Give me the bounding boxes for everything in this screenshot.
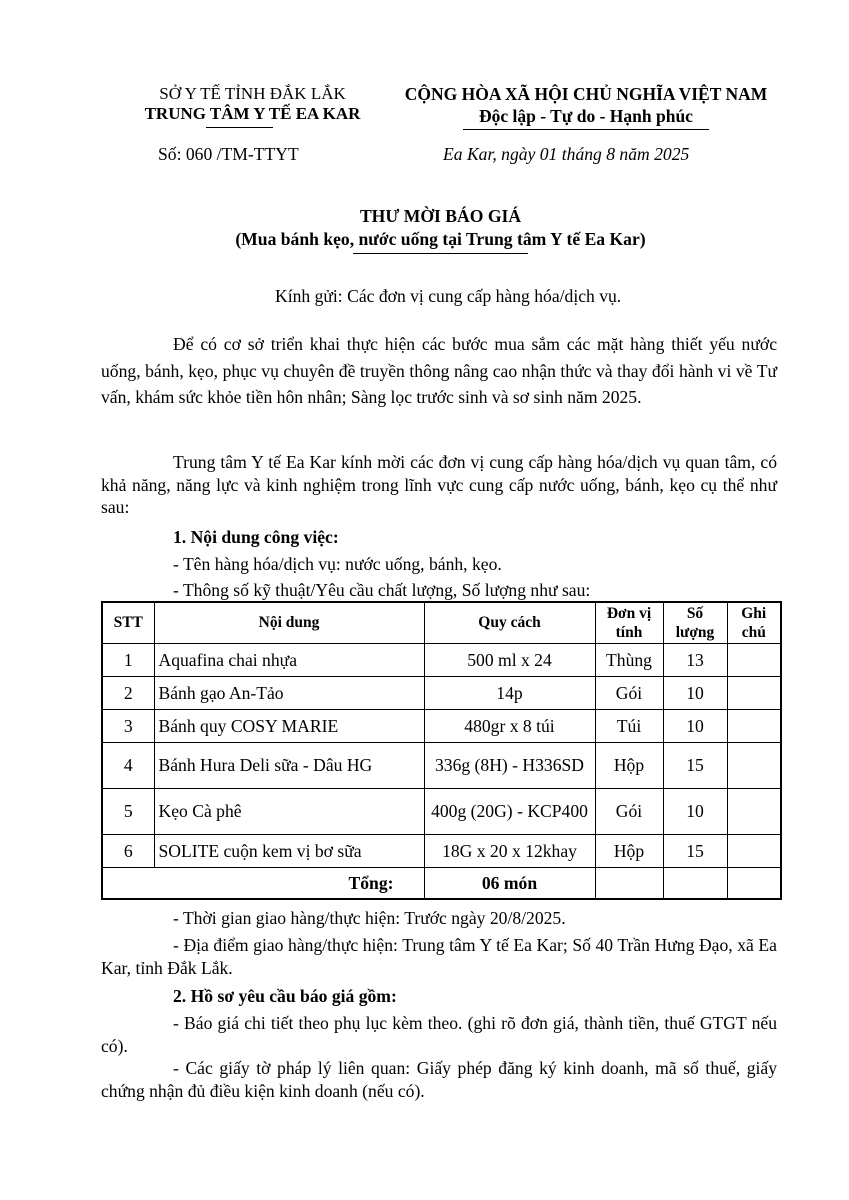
cell-spec: 480gr x 8 túi: [424, 709, 595, 742]
cell-unit: Túi: [595, 709, 663, 742]
cell-stt: 3: [102, 709, 154, 742]
table-row: [102, 788, 781, 834]
cell-empty: [727, 867, 781, 899]
cell-spec: 400g (20G) - KCP400: [424, 788, 595, 834]
cell-unit: Gói: [595, 676, 663, 709]
document-date: Ea Kar, ngày 01 tháng 8 năm 2025: [443, 144, 690, 164]
intro-paragraph: Để có cơ sở triển khai thực hiện các bước mua sắm các mặt hàng thiết yếu nước uống, bánh, kẹo, phục vụ chuyên đề truyền thông nâng cao nhận thức và thay đổi hành vi về Tư vấn, khám sức khỏe tiền hôn nhân; Sàng lọc trước sinh và sơ sinh năm 2025.: [101, 334, 777, 407]
cell-spec: 18G x 20 x 12khay: [424, 834, 595, 867]
cell-stt: 2: [102, 676, 154, 709]
cell-empty: [595, 867, 663, 899]
cell-qty: 15: [663, 742, 727, 788]
cell-stt: 1: [102, 643, 154, 676]
cell-content: Aquafina chai nhựa: [154, 643, 424, 676]
org-parent: SỞ Y TẾ TỈNH ĐẮK LẮK: [159, 84, 346, 103]
cell-qty: 10: [663, 709, 727, 742]
cell-note: [727, 709, 781, 742]
document-number: Số: 060 /TM-TTYT: [158, 144, 299, 164]
cell-unit: Gói: [595, 788, 663, 834]
country-name: CỘNG HÒA XÃ HỘI CHỦ NGHĨA VIỆT NAM: [404, 84, 768, 104]
col-header-qty: Số lượng: [663, 602, 727, 643]
motto-underline: [463, 129, 709, 130]
cell-empty: [663, 867, 727, 899]
cell-content: SOLITE cuộn kem vị bơ sữa: [154, 834, 424, 867]
cell-qty: 10: [663, 676, 727, 709]
cell-content: Bánh gạo An-Tảo: [154, 676, 424, 709]
specs-line: - Thông số kỹ thuật/Yêu cầu chất lượng, Số lượng như sau:: [173, 580, 591, 600]
table-total-row: [102, 867, 781, 899]
delivery-place: - Địa điểm giao hàng/thực hiện: Trung tâm Y tế Ea Kar; Số 40 Trần Hưng Đạo, xã Ea Kar, tỉnh Đắk Lắk.: [101, 935, 777, 978]
cell-unit: Hộp: [595, 834, 663, 867]
cell-note: [727, 788, 781, 834]
table-row: [102, 709, 781, 742]
table-row: [102, 676, 781, 709]
cell-qty: 13: [663, 643, 727, 676]
cell-note: [727, 676, 781, 709]
salutation: Kính gửi: Các đơn vị cung cấp hàng hóa/dịch vụ.: [275, 286, 622, 306]
invitation-paragraph: Trung tâm Y tế Ea Kar kính mời các đơn vị cung cấp hàng hóa/dịch vụ quan tâm, có khả năng, năng lực và kinh nghiệm trong lĩnh vực cung cấp nước uống, bánh, kẹo cụ thể như sau:: [101, 452, 777, 518]
cell-qty: 10: [663, 788, 727, 834]
col-header-note: Ghi chú: [727, 602, 781, 643]
delivery-time: - Thời gian giao hàng/thực hiện: Trước ngày 20/8/2025.: [173, 908, 566, 928]
total-value: 06 món: [424, 867, 595, 899]
cell-content: Bánh quy COSY MARIE: [154, 709, 424, 742]
cell-note: [727, 643, 781, 676]
cell-spec: 336g (8H) - H336SD: [424, 742, 595, 788]
cell-note: [727, 742, 781, 788]
cell-unit: Hộp: [595, 742, 663, 788]
table-header-row: [102, 602, 781, 643]
document-subtitle: (Mua bánh kẹo, nước uống tại Trung tâm Y tế Ea Kar): [235, 229, 646, 249]
cell-spec: 500 ml x 24: [424, 643, 595, 676]
section-2-heading: 2. Hồ sơ yêu cầu báo giá gồm:: [173, 986, 397, 1006]
national-motto: Độc lập - Tự do - Hạnh phúc: [479, 106, 693, 126]
table-row: [102, 643, 781, 676]
legal-documents-item: - Các giấy tờ pháp lý liên quan: Giấy phép đăng ký kinh doanh, mã số thuế, giấy chứng nhận đủ điều kiện kinh doanh (nếu có).: [101, 1058, 777, 1101]
cell-unit: Thùng: [595, 643, 663, 676]
document-title: THƯ MỜI BÁO GIÁ: [359, 206, 522, 226]
col-header-content: Nội dung: [154, 602, 424, 643]
cell-content: Bánh Hura Deli sữa - Dâu HG: [154, 742, 424, 788]
cell-stt: 4: [102, 742, 154, 788]
total-label: Tổng:: [102, 867, 424, 899]
items-table: [101, 601, 782, 900]
cell-stt: 6: [102, 834, 154, 867]
org-underline: [206, 127, 273, 128]
col-header-unit: Đơn vị tính: [595, 602, 663, 643]
cell-stt: 5: [102, 788, 154, 834]
cell-content: Kẹo Cà phê: [154, 788, 424, 834]
table-row: [102, 834, 781, 867]
cell-spec: 14p: [424, 676, 595, 709]
col-header-spec: Quy cách: [424, 602, 595, 643]
title-underline: [353, 253, 528, 254]
org-name: TRUNG TÂM Y TẾ EA KAR: [144, 104, 361, 123]
col-header-stt: STT: [102, 602, 154, 643]
cell-note: [727, 834, 781, 867]
goods-name-line: - Tên hàng hóa/dịch vụ: nước uống, bánh, kẹo.: [173, 554, 502, 574]
table-row: [102, 742, 781, 788]
section-1-heading: 1. Nội dung công việc:: [173, 527, 339, 547]
quote-detail-item: - Báo giá chi tiết theo phụ lục kèm theo. (ghi rõ đơn giá, thành tiền, thuế GTGT nếu có).: [101, 1013, 777, 1056]
cell-qty: 15: [663, 834, 727, 867]
